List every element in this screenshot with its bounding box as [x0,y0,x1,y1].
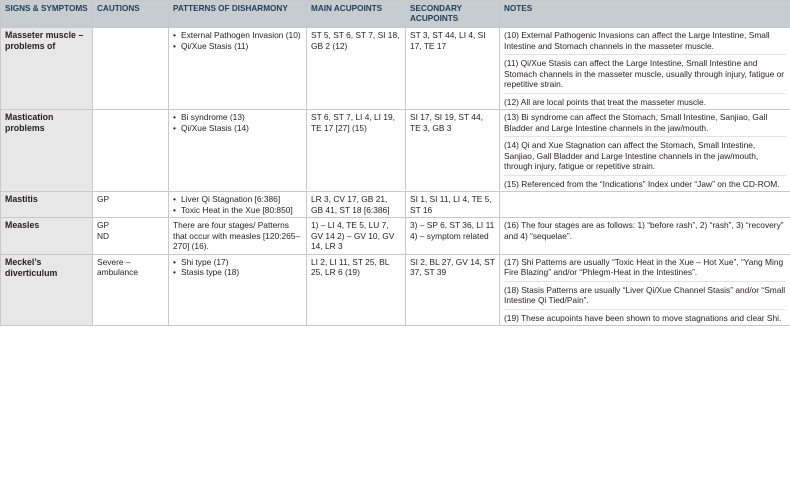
header-main-acupoints: MAIN ACUPOINTS [307,1,406,28]
notes-cell [500,218,790,255]
header-row [1,1,790,28]
cautions-cell [93,218,169,255]
header-notes: NOTES [500,1,790,28]
pattern-item: • Stasis type (18) [173,267,302,278]
patterns-list [173,30,302,51]
symptom-cell: Mastication problems [1,110,93,192]
notes-cell [500,254,790,326]
patterns-cell [169,28,307,110]
caution-item: GP [97,194,110,204]
caution-item: Severe – ambulance [97,256,138,277]
table-row [1,28,790,110]
secondary-acupoints-cell: SI 17, SI 19, ST 44, TE 3, GB 3 [406,110,500,192]
table-row [1,110,790,192]
secondary-acupoints-cell: 3) – SP 6, ST 36, LI 11 4) – symptom related [406,218,500,255]
main-acupoints-cell: ST 6, ST 7, LI 4, LI 19, TE 17 [27] (15) [307,110,406,192]
patterns-cell [169,254,307,326]
pattern-item: • Bi syndrome (13) [173,112,302,123]
symptom-cell: Mastitis [1,192,93,218]
patterns-list [173,194,302,215]
cautions-cell [93,28,169,110]
header-secondary-acupoints: SECONDARY ACUPOINTS [406,1,500,28]
caution-item: GP [97,220,110,230]
symptom-cell: Masseter muscle – problems of [1,28,93,110]
pattern-item: • Toxic Heat in the Xue [80:850] [173,205,302,216]
caution-item: ND [97,230,110,241]
patterns-cell [169,192,307,218]
notes-cell [500,28,790,110]
note-paragraph: (19) These acupoints have been shown to move stagnations and clear Shi. [504,312,782,323]
pattern-item: • Qi/Xue Stasis (11) [173,41,302,52]
note-paragraph: (18) Stasis Patterns are usually “Liver Qi/Xue Channel Stasis” and/or “Small Intestine Qi Tied/Pain”. [504,285,786,310]
table-row [1,192,790,218]
table-row [1,218,790,255]
patterns-cell [169,110,307,192]
header-signs-symptoms: SIGNS & SYMPTOMS [1,1,93,28]
secondary-acupoints-cell: ST 3, ST 44, LI 4, SI 17, TE 17 [406,28,500,110]
cautions-cell [93,192,169,218]
notes-cell [500,192,790,218]
note-paragraph: (17) Shi Patterns are usually “Toxic Heat in the Xue – Hot Xue”, “Yang Ming Fire Blazing” and/or “Phlegm-Heat in the Intestines”. [504,257,786,282]
patterns-list [173,112,302,133]
note-paragraph: (16) The four stages are as follows: 1) “before rash”, 2) “rash”, 3) “recovery” and 4) “sequelae”. [504,220,784,241]
cautions-cell [93,254,169,326]
symptom-cell: Measles [1,218,93,255]
note-paragraph: (12) All are local points that treat the masseter muscle. [504,96,707,107]
symptom-cell: Meckel’s diverticulum [1,254,93,326]
header-cautions: CAUTIONS [93,1,169,28]
main-acupoints-cell: 1) – LI 4, TE 5, LU 7, GV 14 2) – GV 10, GV 14, LR 3 [307,218,406,255]
main-acupoints-cell: LR 3, CV 17, GB 21, GB 41, ST 18 [6:386] [307,192,406,218]
note-paragraph: (13) Bi syndrome can affect the Stomach, Small Intestine, Sanjiao, Gall Bladder and Large Intestine channels in the jaw/mouth. [504,112,786,137]
patterns-cell [169,218,307,255]
note-paragraph: (14) Qi and Xue Stagnation can affect the Stomach, Small Intestine, Sanjiao, Gall Bladder and Large Intestine channels in the jaw/mouth, through injury, fatigue or repetitive strain. [504,140,786,176]
pattern-text: There are four stages/ Patterns that occur with measles [120:265–270] (16). [173,220,301,251]
pattern-item: • Shi type (17) [173,257,302,268]
pattern-item: • Liver Qi Stagnation [6:386] [173,194,302,205]
secondary-acupoints-cell: SI 2, BL 27, GV 14, ST 37, ST 39 [406,254,500,326]
cautions-cell [93,110,169,192]
note-paragraph: (10) External Pathogenic Invasions can affect the Large Intestine, Small Intestine and Stomach channels in the masseter muscle. [504,30,786,55]
secondary-acupoints-cell: SI 1, SI 11, LI 4, TE 5, ST 16 [406,192,500,218]
pattern-item: • External Pathogen Invasion (10) [173,30,302,41]
notes-cell [500,110,790,192]
table-row [1,254,790,326]
note-paragraph: (15) Referenced from the “Indications” Index under “Jaw” on the CD-ROM. [504,178,780,189]
note-paragraph: (11) Qi/Xue Stasis can affect the Large Intestine, Small Intestine and Stomach channels in the masseter muscle, usually through injury, fatigue or repetitive strain. [504,58,786,94]
pattern-item: • Qi/Xue Stasis (14) [173,123,302,134]
main-acupoints-cell: LI 2, LI 11, ST 25, BL 25, LR 6 (19) [307,254,406,326]
main-acupoints-cell: ST 5, ST 6, ST 7, SI 18, GB 2 (12) [307,28,406,110]
patterns-list [173,257,302,278]
header-patterns: PATTERNS OF DISHARMONY [169,1,307,28]
